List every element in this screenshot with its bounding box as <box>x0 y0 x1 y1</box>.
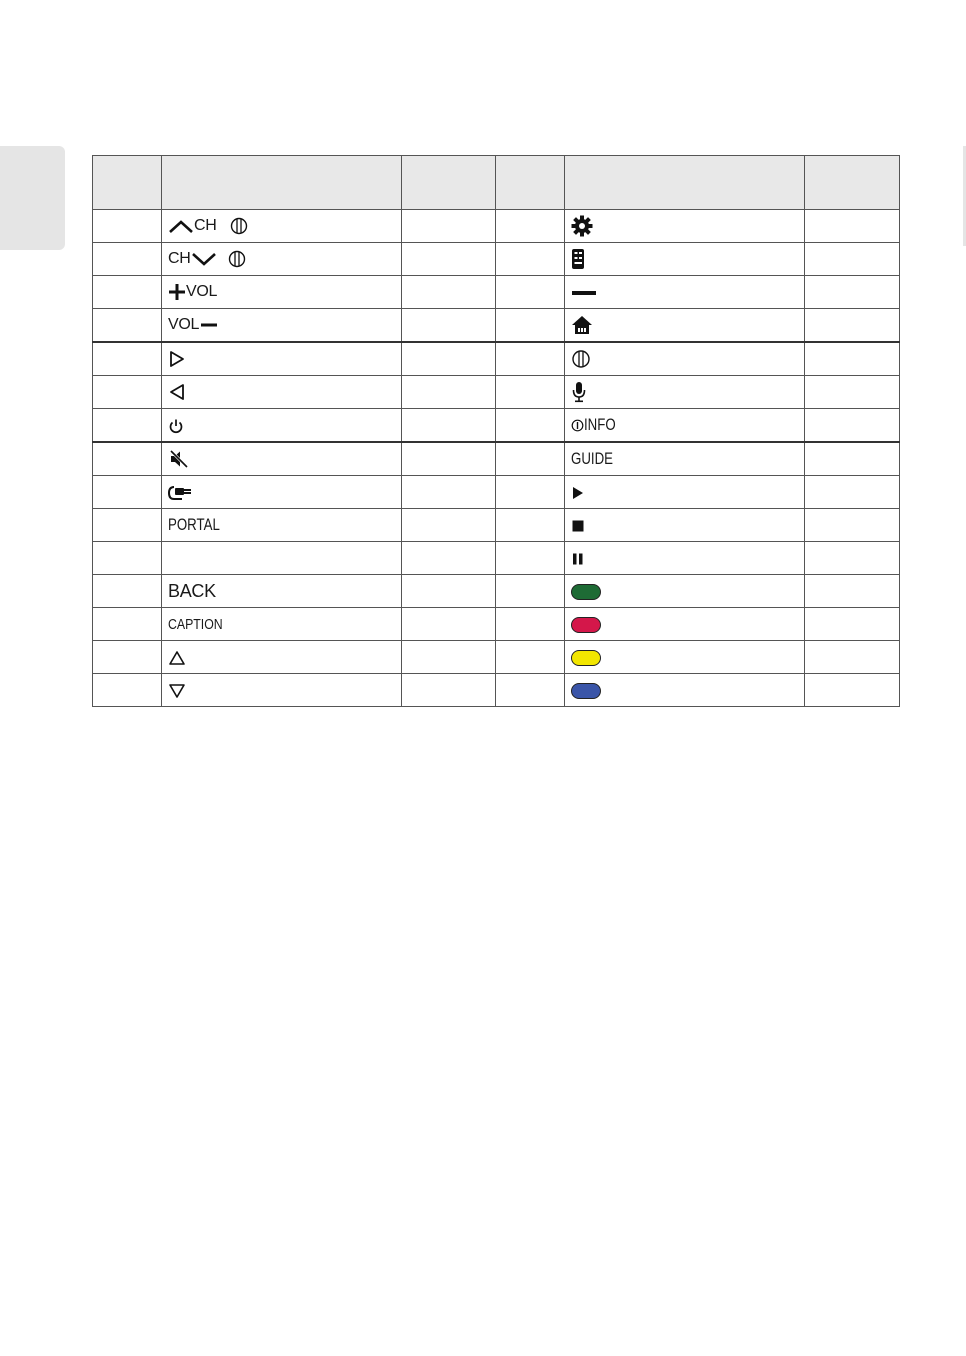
key-label: INFO <box>584 415 616 434</box>
key-cell <box>162 509 402 542</box>
key-cell <box>162 641 402 674</box>
key-cell <box>565 309 805 343</box>
header-cell <box>496 156 565 210</box>
key-cell <box>565 243 805 276</box>
key-cell <box>565 575 805 608</box>
value-cell <box>805 309 900 343</box>
table-row <box>93 509 900 542</box>
key-cell <box>565 608 805 641</box>
key-label: VOL <box>168 316 200 334</box>
power-icon <box>168 418 184 434</box>
table-header-row <box>93 156 900 210</box>
code-cell <box>93 243 162 276</box>
code-cell <box>93 674 162 707</box>
color-key-icon <box>571 584 601 600</box>
code-cell <box>93 542 162 575</box>
table-row <box>93 641 900 674</box>
circle-half-icon <box>221 250 251 268</box>
key-cell <box>565 376 805 409</box>
key-label: CH <box>194 217 217 235</box>
table-row <box>93 476 900 509</box>
code-cell <box>93 309 162 343</box>
key-label: CH <box>168 250 191 268</box>
circle-half-icon <box>221 217 251 235</box>
value-cell <box>805 509 900 542</box>
color-key-icon <box>571 650 601 666</box>
key-label: GUIDE <box>571 449 613 468</box>
code-cell <box>93 641 162 674</box>
chevron-up-icon <box>168 218 194 234</box>
stop-icon <box>571 519 585 533</box>
table-row <box>93 210 900 243</box>
pause-icon <box>571 552 585 566</box>
table-row <box>93 409 900 443</box>
input-plug-icon <box>168 483 194 501</box>
code-cell <box>93 476 162 509</box>
value-cell <box>805 243 900 276</box>
key-cell <box>565 509 805 542</box>
value-cell <box>805 608 900 641</box>
plus-icon <box>168 283 186 301</box>
value-cell <box>805 342 900 376</box>
value-cell <box>805 476 900 509</box>
value-cell <box>805 210 900 243</box>
key-cell <box>565 442 805 476</box>
code-cell <box>496 376 565 409</box>
remote-icon <box>571 248 585 270</box>
value-cell <box>402 476 496 509</box>
key-cell <box>162 476 402 509</box>
value-cell <box>805 641 900 674</box>
table-row <box>93 243 900 276</box>
value-cell <box>805 674 900 707</box>
value-cell <box>402 309 496 343</box>
value-cell <box>402 641 496 674</box>
key-cell <box>565 210 805 243</box>
code-cell <box>93 210 162 243</box>
key-cell <box>162 674 402 707</box>
table-row <box>93 342 900 376</box>
key-cell <box>162 442 402 476</box>
triangle-right-outline-icon <box>168 350 186 368</box>
value-cell <box>805 376 900 409</box>
key-cell <box>565 641 805 674</box>
key-cell <box>162 276 402 309</box>
code-cell <box>496 476 565 509</box>
mute-icon <box>168 449 190 469</box>
play-icon <box>571 486 585 500</box>
key-cell <box>162 542 402 575</box>
gear-icon <box>571 215 593 237</box>
color-key-icon <box>571 617 601 633</box>
info-icon <box>571 419 584 432</box>
key-label: PORTAL <box>168 515 220 534</box>
code-cell <box>496 243 565 276</box>
value-cell <box>805 442 900 476</box>
value-cell <box>402 509 496 542</box>
key-label: CAPTION <box>168 615 223 633</box>
code-cell <box>496 276 565 309</box>
code-cell <box>93 342 162 376</box>
code-cell <box>496 542 565 575</box>
header-cell <box>162 156 402 210</box>
code-cell <box>496 575 565 608</box>
value-cell <box>805 575 900 608</box>
code-cell <box>496 674 565 707</box>
key-cell <box>162 342 402 376</box>
key-cell <box>565 476 805 509</box>
header-cell <box>565 156 805 210</box>
key-cell <box>565 674 805 707</box>
key-cell <box>162 575 402 608</box>
triangle-down-outline-icon <box>168 683 186 699</box>
triangle-up-outline-icon <box>168 650 186 666</box>
code-cell <box>496 409 565 443</box>
code-cell <box>496 641 565 674</box>
table-row <box>93 674 900 707</box>
code-cell <box>496 210 565 243</box>
header-cell <box>805 156 900 210</box>
key-cell <box>162 409 402 443</box>
code-cell <box>93 409 162 443</box>
code-cell <box>496 442 565 476</box>
home-icon <box>571 315 593 335</box>
chapter-tab <box>0 146 65 250</box>
table-row <box>93 276 900 309</box>
table-row <box>93 542 900 575</box>
value-cell <box>402 442 496 476</box>
table-row <box>93 309 900 343</box>
key-cell <box>162 376 402 409</box>
code-cell <box>496 608 565 641</box>
code-cell <box>93 575 162 608</box>
code-cell <box>93 442 162 476</box>
value-cell <box>402 276 496 309</box>
value-cell <box>402 376 496 409</box>
value-cell <box>402 542 496 575</box>
value-cell <box>805 409 900 443</box>
minus-icon <box>199 320 219 330</box>
value-cell <box>402 575 496 608</box>
code-cell <box>496 342 565 376</box>
key-label: BACK <box>168 580 216 601</box>
code-cell <box>93 276 162 309</box>
dash-icon <box>571 288 597 298</box>
table-row <box>93 376 900 409</box>
triangle-left-outline-icon <box>168 383 186 401</box>
key-cell <box>162 210 402 243</box>
value-cell <box>402 409 496 443</box>
code-cell <box>496 309 565 343</box>
code-cell <box>496 509 565 542</box>
code-cell <box>93 509 162 542</box>
key-cell <box>565 276 805 309</box>
table-row <box>93 608 900 641</box>
value-cell <box>402 608 496 641</box>
value-cell <box>805 542 900 575</box>
value-cell <box>805 276 900 309</box>
remote-key-table <box>92 155 900 707</box>
code-cell <box>93 376 162 409</box>
key-cell <box>162 243 402 276</box>
chevron-down-icon <box>191 251 217 267</box>
value-cell <box>402 342 496 376</box>
microphone-icon <box>571 381 587 403</box>
key-cell <box>565 342 805 376</box>
color-key-icon <box>571 683 601 699</box>
value-cell <box>402 674 496 707</box>
circle-half-icon <box>571 349 591 369</box>
header-cell <box>93 156 162 210</box>
key-cell <box>565 542 805 575</box>
header-cell <box>402 156 496 210</box>
table-row <box>93 442 900 476</box>
code-cell <box>93 608 162 641</box>
value-cell <box>402 243 496 276</box>
table-row <box>93 575 900 608</box>
value-cell <box>402 210 496 243</box>
key-label: VOL <box>186 283 218 301</box>
key-cell <box>162 309 402 343</box>
key-cell <box>565 409 805 443</box>
key-cell <box>162 608 402 641</box>
